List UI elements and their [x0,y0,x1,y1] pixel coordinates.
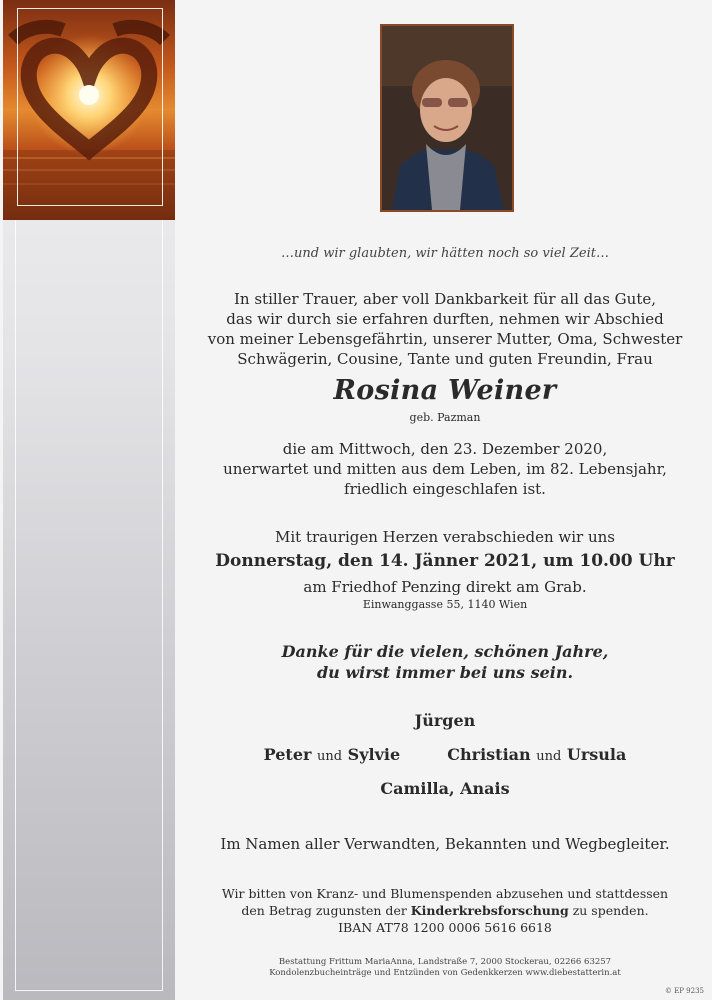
intro-line-3: von meiner Lebensgefährtin, unserer Mutter, Oma, Schwester [207,330,683,348]
donation-text: den Betrag zugunsten der [241,903,411,918]
family-und: und [317,749,343,764]
print-code: © EP 9235 [664,987,704,995]
family-pair-left [264,745,406,764]
funeral-date: Donnerstag, den 14. Jänner 2021, um 10.00 Uhr [215,551,675,571]
footer-line-1: Bestattung Frittum MariaAnna, Landstraße 7, 2000 Stockerau, 02266 63257 [278,957,612,967]
family-row-2 [178,745,712,764]
thanks-line-2: du wirst immer bei uns sein. [316,663,574,682]
death-line-2: unerwartet und mitten aus dem Leben, im 82. Lebensjahr, [223,460,667,478]
birth-name: geb. Pazman [409,411,481,424]
death-line-1: die am Mittwoch, den 23. Dezember 2020, [282,440,608,458]
donation-iban: IBAN AT78 1200 0006 5616 6618 [338,920,552,935]
heart-hands-sunset-image [3,0,175,220]
sunset-image-frame [17,8,163,206]
donation-text: zu spenden. [568,903,649,918]
relatives-line: Im Namen aller Verwandten, Bekannten und Wegbegleiter. [220,835,670,853]
family-pair-right [447,745,626,764]
farewell-intro: Mit traurigen Herzen verabschieden wir uns [275,528,615,546]
intro-line-4: Schwägerin, Cousine, Tante und guten Freundin, Frau [237,350,653,368]
donation-line-1: Wir bitten von Kranz- und Blumenspenden abzusehen und stattdessen [221,886,669,901]
family-und: und [536,749,562,764]
portrait-photo [380,24,514,212]
footer-line-2: Kondolenzbucheinträge und Entzünden von Gedenkkerzen www.diebestatterin.at [269,968,621,978]
deceased-name: Rosina Weiner [333,375,557,406]
death-line-3: friedlich eingeschlafen ist. [344,480,546,498]
family-name: Ursula [566,745,627,764]
donation-line-2 [178,902,712,919]
quote-line: …und wir glaubten, wir hätten noch so viel Zeit… [281,246,609,261]
family-row-3: Camilla, Anais [380,779,510,798]
thanks-line-1: Danke für die vielen, schönen Jahre, [281,642,609,661]
funeral-address: Einwanggasse 55, 1140 Wien [362,598,528,611]
intro-line-2: das wir durch sie erfahren durften, nehmen wir Abschied [226,310,664,328]
intro-line-1: In stiller Trauer, aber voll Dankbarkeit für all das Gute, [233,290,656,308]
family-name: Christian [447,745,531,764]
family-row-1: Jürgen [414,711,476,730]
funeral-place: am Friedhof Penzing direkt am Grab. [303,578,587,596]
family-name: Peter [263,745,312,764]
family-name: Sylvie [347,745,401,764]
donation-charity: Kinderkrebsforschung [410,903,569,918]
